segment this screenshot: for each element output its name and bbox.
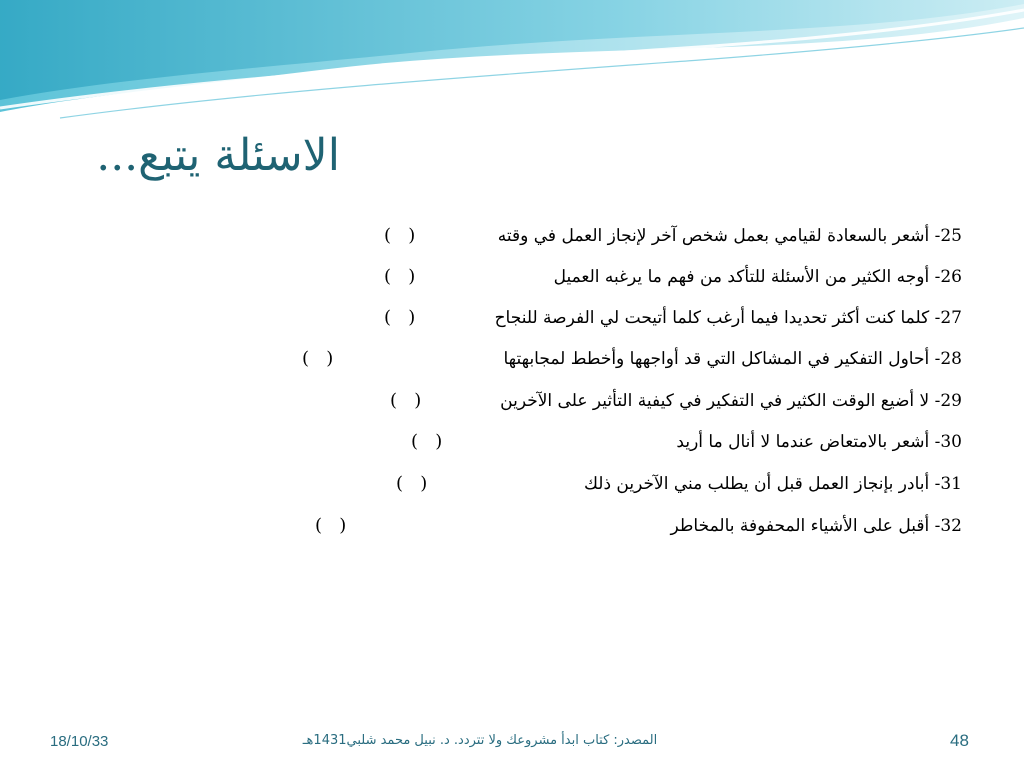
answer-parentheses[interactable]: ( ) <box>315 515 347 536</box>
footer-date: 18/10/33 <box>50 733 109 750</box>
answer-parentheses[interactable]: ( ) <box>384 266 416 287</box>
answer-parentheses[interactable]: ( ) <box>384 225 416 246</box>
question-text: 30- أشعر بالامتعاض عندما لا أنال ما أريد <box>676 432 962 452</box>
slide-page-number: 48 <box>950 731 969 750</box>
answer-parentheses[interactable]: ( ) <box>390 390 422 411</box>
question-text: 25- أشعر بالسعادة لقيامي بعمل شخص آخر لإنجاز العمل في وقته <box>497 226 962 246</box>
answer-parentheses[interactable]: ( ) <box>396 473 428 494</box>
slide-title: الاسئلة يتبع... <box>96 130 340 181</box>
answer-parentheses[interactable]: ( ) <box>384 307 416 328</box>
footer-source: المصدر: كتاب ابدأ مشروعك ولا تتردد. د. نبيل محمد شلبي1431هـ <box>302 733 658 748</box>
question-text: 32- أقبل على الأشياء المحفوفة بالمخاطر <box>670 516 962 536</box>
question-text: 29- لا أضيع الوقت الكثير في التفكير في كيفية التأثير على الآخرين <box>500 391 962 411</box>
question-text: 27- كلما كنت أكثر تحديدا فيما أرغب كلما أتيحت لي الفرصة للنجاح <box>494 308 962 328</box>
question-text: 28- أحاول التفكير في المشاكل التي قد أواجهها وأخطط لمجابهتها <box>503 349 962 369</box>
question-text: 31- أبادر بإنجاز العمل قبل أن يطلب مني الآخرين ذلك <box>583 474 962 494</box>
question-text: 26- أوجه الكثير من الأسئلة للتأكد من فهم ما يرغبه العميل <box>553 267 962 287</box>
answer-parentheses[interactable]: ( ) <box>302 348 334 369</box>
answer-parentheses[interactable]: ( ) <box>411 431 443 452</box>
